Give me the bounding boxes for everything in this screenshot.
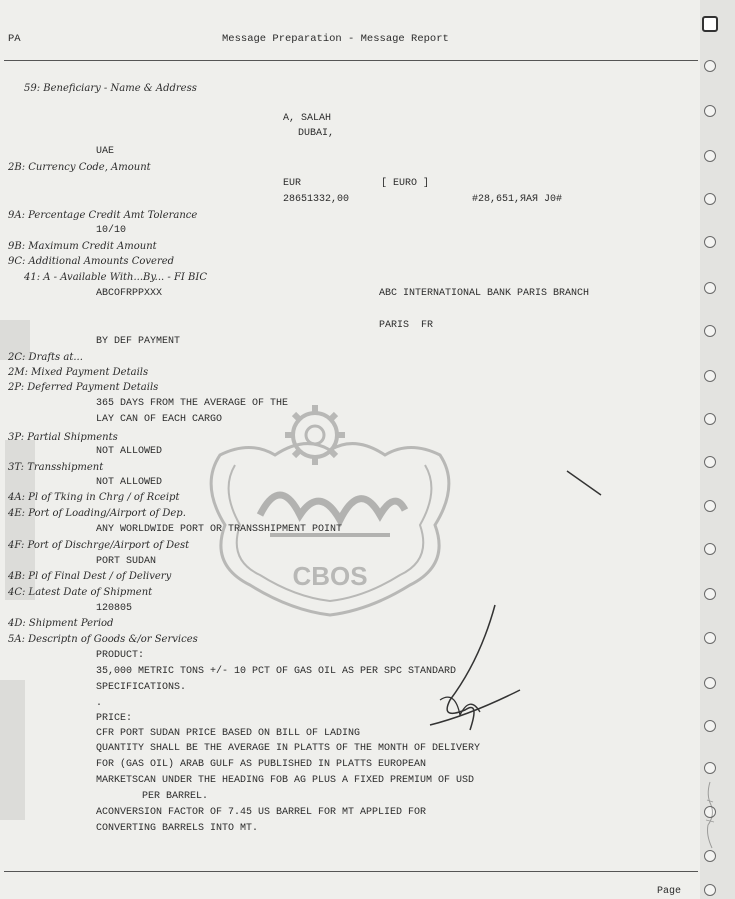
binder-hole-icon xyxy=(704,60,716,72)
binder-hole-icon xyxy=(704,632,716,644)
goods-line-1: PRODUCT: xyxy=(96,650,145,661)
header-rule xyxy=(4,60,698,61)
binder-hole-icon xyxy=(704,850,716,862)
binder-hole-icon xyxy=(704,370,716,382)
bic-code: ABCOFRPPXXX xyxy=(96,288,163,299)
field-label-4e: 4E: Port of Loading/Airport of Dep. xyxy=(8,508,186,519)
goods-line-12: CONVERTING BARRELS INTO MT. xyxy=(96,823,259,834)
goods-line-11: ACONVERSION FACTOR OF 7.45 US BARREL FOR MT APPLIED FOR xyxy=(96,807,427,818)
currency-code: EUR xyxy=(283,178,302,189)
cbos-stamp xyxy=(180,395,480,635)
binder-hole-icon xyxy=(704,500,716,512)
bank-city: PARIS FR xyxy=(379,320,434,331)
credit-amount: 28651332,00 xyxy=(283,194,350,205)
binder-hole-icon xyxy=(704,282,716,294)
beneficiary-country: UAE xyxy=(96,146,115,157)
binder-hole-icon xyxy=(704,762,716,774)
binder-hole-icon xyxy=(704,105,716,117)
beneficiary-name: A, SALAH xyxy=(283,113,332,124)
tolerance-value: 10/10 xyxy=(96,225,127,236)
goods-line-10: PER BARREL. xyxy=(142,791,209,802)
goods-line-2: 35,000 METRIC TONS +/- 10 PCT OF GAS OIL AS PER SPC STANDARD xyxy=(96,666,457,677)
binder-hole-icon xyxy=(704,456,716,468)
field-label-4a: 4A: Pl of Tking in Chrg / of Rceipt xyxy=(8,492,180,503)
goods-line-4: . xyxy=(96,698,103,709)
credit-amount-formatted: #28,651,ЯAЯ J0# xyxy=(472,194,563,205)
binder-hole-icon xyxy=(704,193,716,205)
binder-hole-icon xyxy=(704,720,716,732)
latest-shipment-date: 120805 xyxy=(96,603,133,614)
corner-square-icon xyxy=(702,16,718,32)
currency-name: [ EURO ] xyxy=(381,178,430,189)
field-label-4c: 4C: Latest Date of Shipment xyxy=(8,587,153,598)
field-label-2b: 2B: Currency Code, Amount xyxy=(8,162,151,173)
field-label-9c: 9C: Additional Amounts Covered xyxy=(8,256,175,267)
binder-hole-icon xyxy=(704,588,716,600)
binder-hole-icon xyxy=(704,325,716,337)
side-handwritten-note xyxy=(703,780,717,850)
goods-line-3: SPECIFICATIONS. xyxy=(96,682,187,693)
footer-rule xyxy=(4,871,698,872)
field-label-9a: 9A: Percentage Credit Amt Tolerance xyxy=(8,210,198,221)
binder-hole-icon xyxy=(704,236,716,248)
footer-page-label: Page xyxy=(657,886,682,897)
field-label-2p: 2P: Deferred Payment Details xyxy=(8,382,159,393)
signature xyxy=(410,600,530,740)
goods-line-5: PRICE: xyxy=(96,713,133,724)
field-label-9b: 9B: Maximum Credit Amount xyxy=(8,241,157,252)
field-label-4d: 4D: Shipment Period xyxy=(8,618,114,629)
field-label-59: 59: Beneficiary - Name & Address xyxy=(24,83,197,94)
header-left: PA xyxy=(8,33,21,45)
stamp-text: CBOS xyxy=(292,561,368,591)
field-label-41: 41: A - Available With...By... - FI BIC xyxy=(24,272,207,283)
deferred-line-1: 365 DAYS FROM THE AVERAGE OF THE xyxy=(96,398,289,409)
goods-line-7: QUANTITY SHALL BE THE AVERAGE IN PLATTS OF THE MONTH OF DELIVERY xyxy=(96,743,481,754)
partial-shipments-value: NOT ALLOWED xyxy=(96,446,163,457)
loading-port-value: ANY WORLDWIDE PORT OR TRANSSHIPMENT POINT xyxy=(96,524,343,535)
bank-name: ABC INTERNATIONAL BANK PARIS BRANCH xyxy=(379,288,590,299)
goods-line-9: MARKETSCAN UNDER THE HEADING FOB AG PLUS A FIXED PREMIUM OF USD xyxy=(96,775,475,786)
discharge-port-value: PORT SUDAN xyxy=(96,556,157,567)
pen-stroke xyxy=(565,468,605,498)
payment-method: BY DEF PAYMENT xyxy=(96,336,181,347)
transshipment-value: NOT ALLOWED xyxy=(96,477,163,488)
field-label-4b: 4B: Pl of Final Dest / of Delivery xyxy=(8,571,172,582)
goods-line-8: FOR (GAS OIL) ARAB GULF AS PUBLISHED IN PLATTS EUROPEAN xyxy=(96,759,427,770)
binder-hole-icon xyxy=(704,884,716,896)
field-label-2m: 2M: Mixed Payment Details xyxy=(8,367,149,378)
binder-hole-icon xyxy=(704,150,716,162)
binder-hole-icon xyxy=(704,543,716,555)
page-title: Message Preparation - Message Report xyxy=(222,33,449,45)
field-label-3p: 3P: Partial Shipments xyxy=(8,432,118,443)
beneficiary-city: DUBAI, xyxy=(298,128,335,139)
binder-hole-icon xyxy=(704,413,716,425)
deferred-line-2: LAY CAN OF EACH CARGO xyxy=(96,414,223,425)
field-label-3t: 3T: Transshipment xyxy=(8,462,104,473)
binder-hole-icon xyxy=(704,677,716,689)
field-label-2c: 2C: Drafts at... xyxy=(8,352,83,363)
field-label-4f: 4F: Port of Dischrge/Airport of Dest xyxy=(8,540,190,551)
field-label-5a: 5A: Descriptn of Goods &/or Services xyxy=(8,634,198,645)
goods-line-6: CFR PORT SUDAN PRICE BASED ON BILL OF LADING xyxy=(96,728,361,739)
